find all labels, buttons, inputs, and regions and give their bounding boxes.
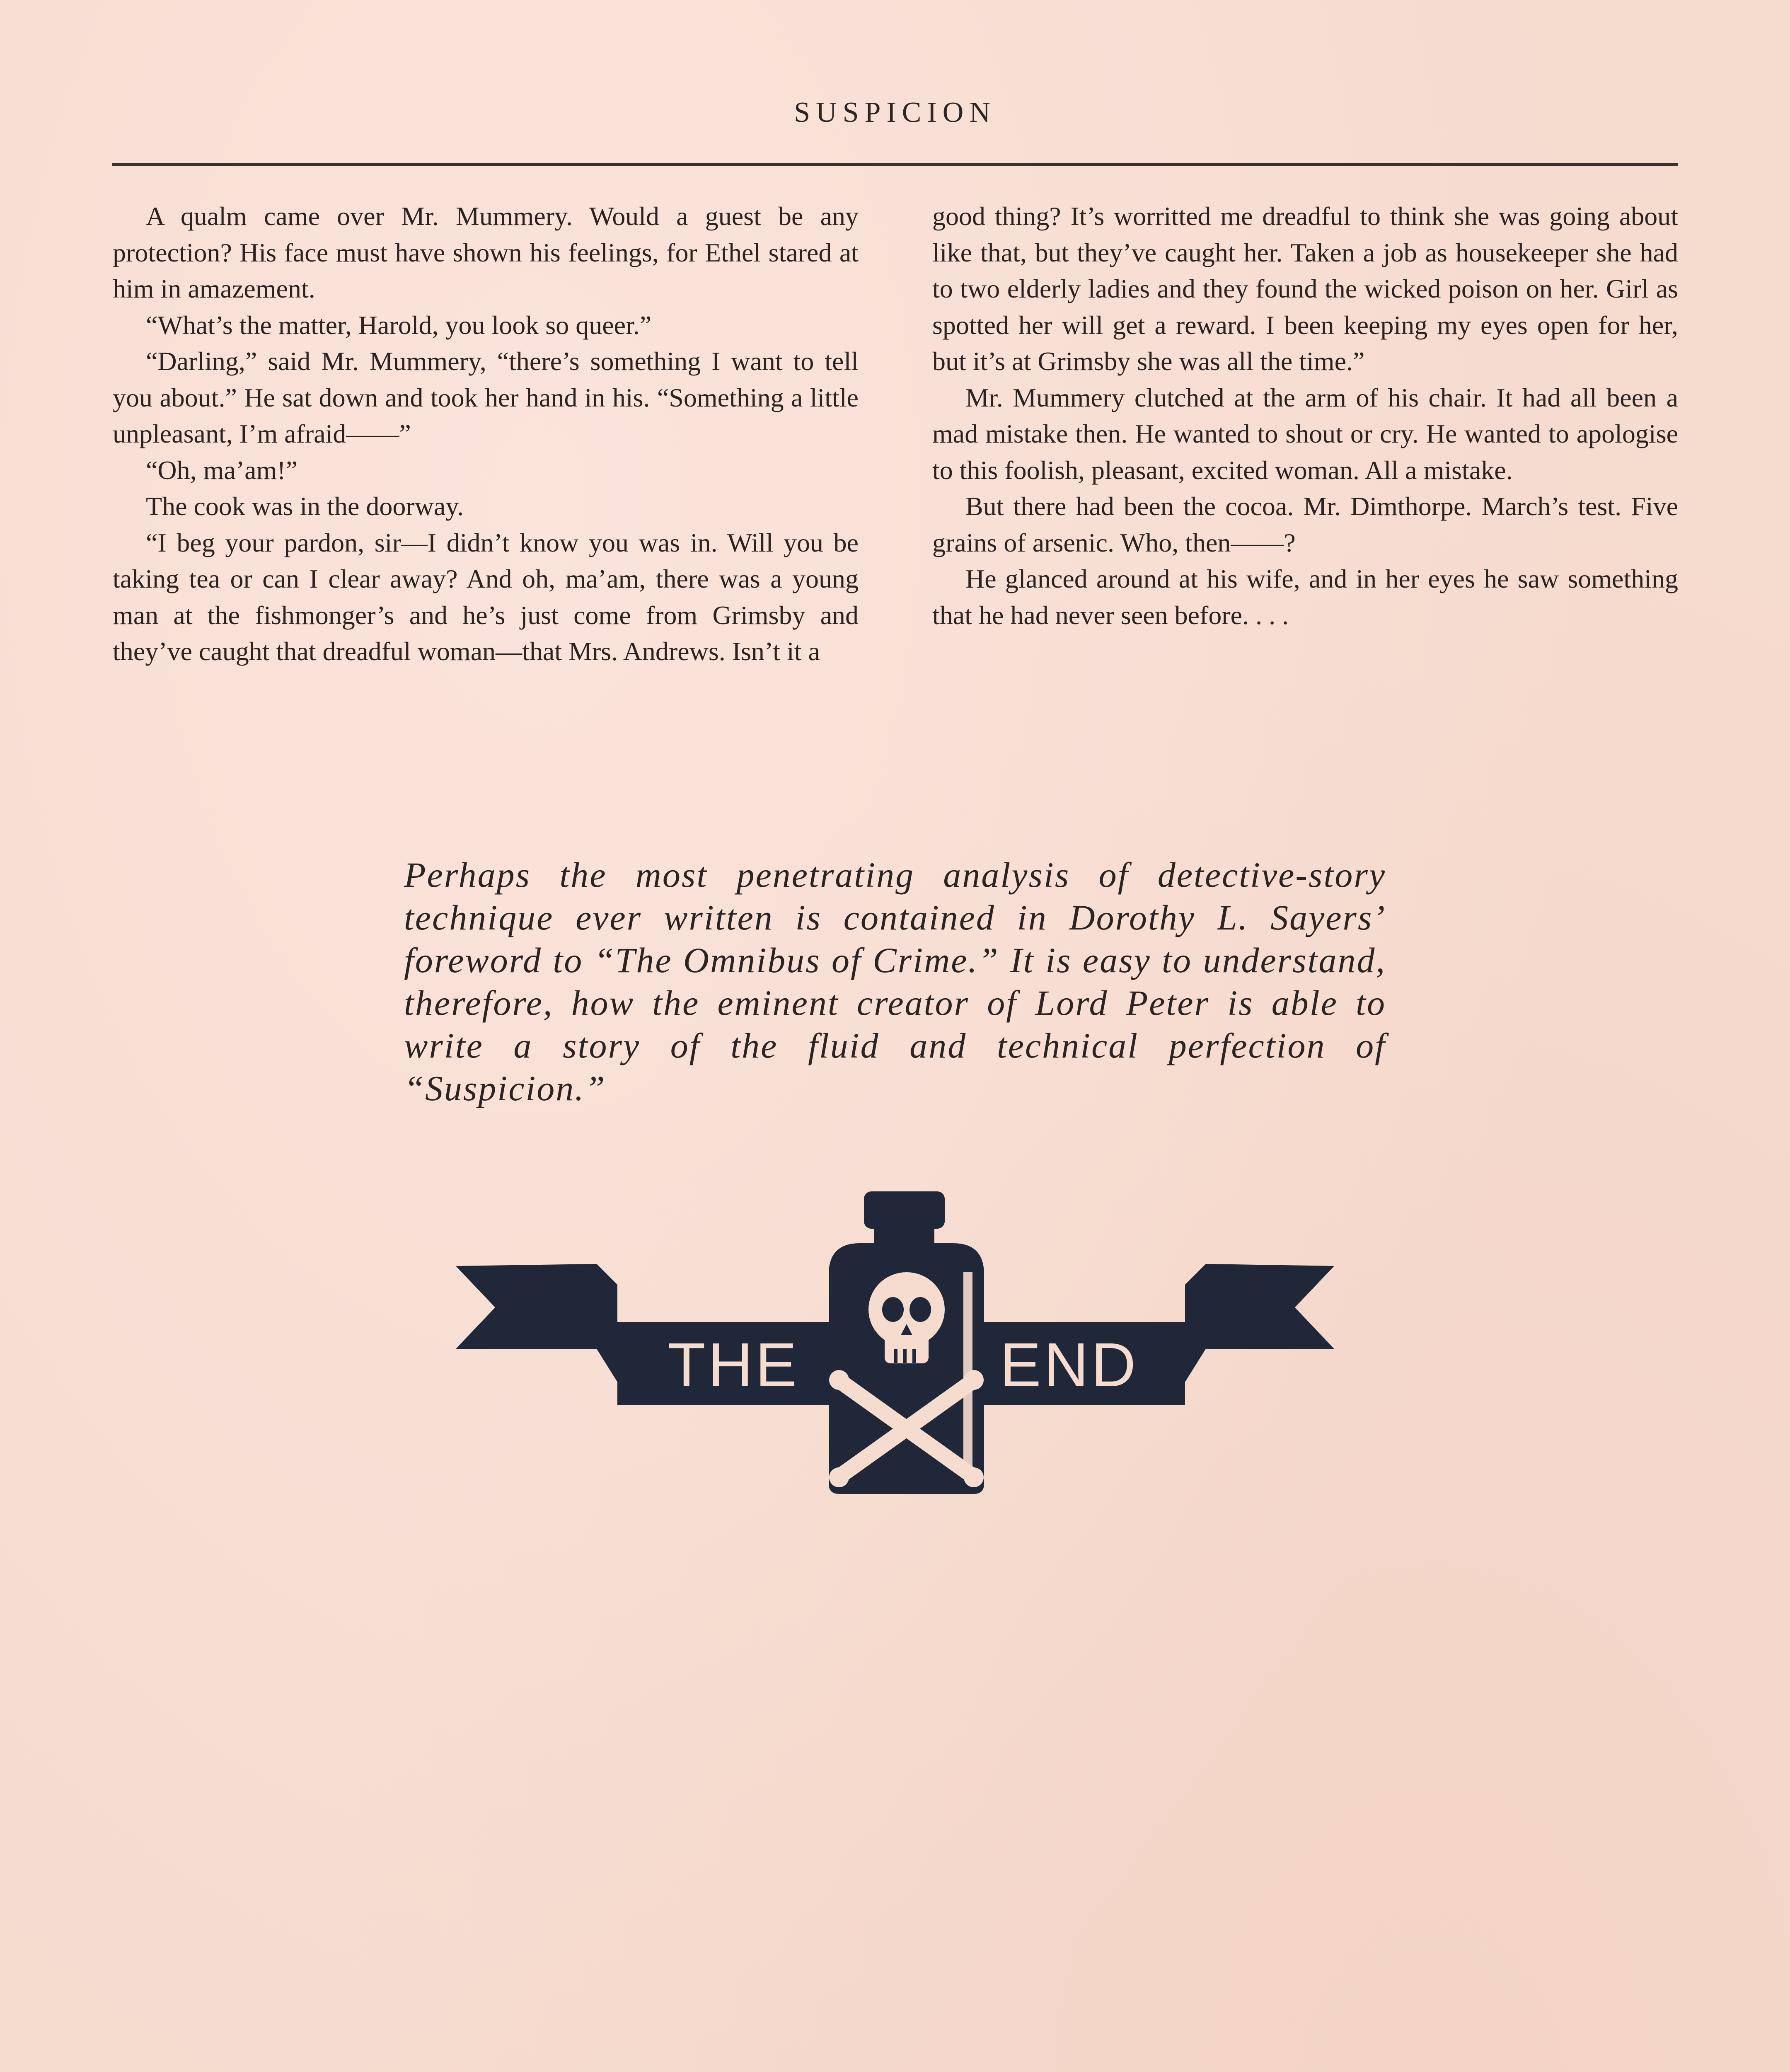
paragraph: good thing? It’s worritted me dreadful to think she was going about like that, but they’ve caught her. Taken a job as housekeeper she had to two elderly ladies and they found the wicked poison on her. Girl as spotted her will get a reward. I been keeping my eyes open for her, but it’s at Grimsby she was all the time.” <box>932 201 1678 376</box>
paragraph: The cook was in the doorway. <box>146 491 464 521</box>
paragraph: Mr. Mummery clutched at the arm of his chair. It had all been a mad mistake then. He wanted to shout or cry. He wanted to apologise to this foolish, pleasant, excited woman. All a mistake. <box>932 382 1678 485</box>
end-word: END <box>999 1330 1139 1399</box>
paragraph: “Darling,” said Mr. Mummery, “there’s something I want to tell you about.” He sat down and took her hand in his. “Something a little unpleasant, I’m afraid——” <box>113 346 859 448</box>
right-column <box>932 198 1678 633</box>
paragraph: “Oh, ma’am!” <box>146 455 298 485</box>
ribbon-left-fold <box>597 1264 617 1382</box>
ribbon-left-tail <box>456 1264 597 1349</box>
running-head: SUSPICION <box>794 97 996 128</box>
paragraph: He glanced around at his wife, and in her eyes he saw something that he had never seen before. . . . <box>932 564 1678 630</box>
left-column <box>113 198 859 670</box>
bottle-neck <box>874 1225 934 1243</box>
header-rule <box>112 163 1678 166</box>
paragraph: “I beg your pardon, sir—I didn’t know you was in. Will you be taking tea or can I clear away? And oh, ma’am, there was a young man at the fishmonger’s and he’s just come from Grimsby and they’ve caught that dreadful woman—that Mrs. Andrews. Isn’t it a <box>113 528 859 666</box>
paragraph: But there had been the cocoa. Mr. Dimthorpe. March’s test. Five grains of arsenic. Who, then——? <box>932 491 1678 557</box>
ribbon-right-fold <box>1185 1264 1206 1382</box>
ribbon-right-tail <box>1206 1264 1334 1349</box>
bottle-cap <box>864 1191 945 1229</box>
paragraph: A qualm came over Mr. Mummery. Would a guest be any protection? His face must have shown his feelings, for Ethel stared at him in amazement. <box>113 201 859 303</box>
the-end-banner <box>456 1185 1334 1500</box>
editorial-blurb: Perhaps the most penetrating analysis of detective-story technique ever written is contained in Dorothy L. Sayers’ foreword to “The Omnibus of Crime.” It is easy to understand, therefore, how the eminent creator of Lord Peter is able to write a story of the fluid and technical perfection of “Suspicion.” <box>404 855 1386 1108</box>
the-word: THE <box>668 1330 799 1399</box>
paragraph: “What’s the matter, Harold, you look so queer.” <box>146 310 652 340</box>
